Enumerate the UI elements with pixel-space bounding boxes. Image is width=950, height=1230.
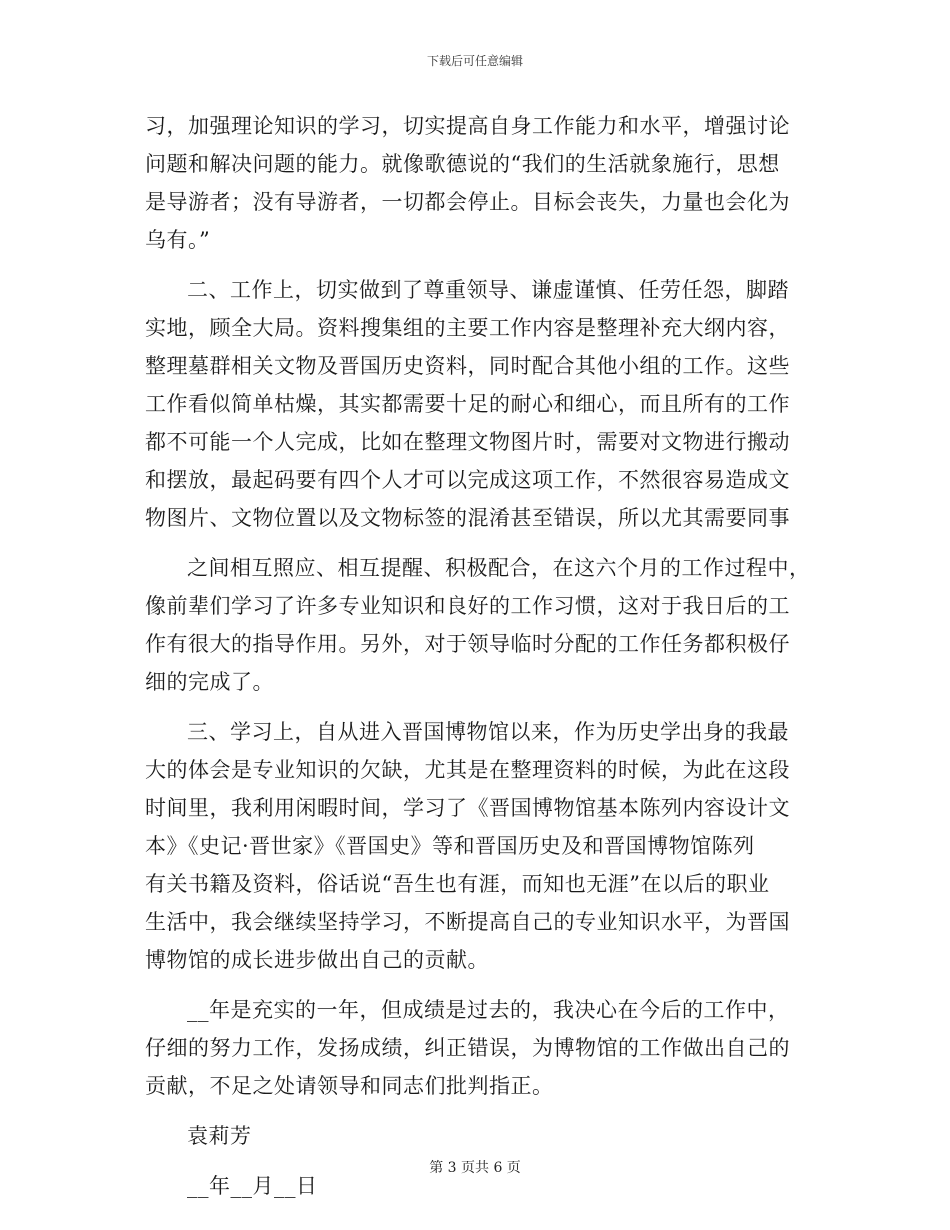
- text-line: 博物馆的成长进步做出自己的贡献。: [145, 948, 489, 972]
- text-line: 生活中，我会继续坚持学习，不断提高自己的专业知识水平，为晋国: [145, 910, 790, 934]
- text-line: 仔细的努力工作，发扬成绩，纠正错误，为博物馆的工作做出自己的: [145, 1036, 790, 1060]
- text-line: 时间里，我利用闲暇时间，学习了《晋国博物馆基本陈列内容设计文: [145, 796, 790, 820]
- text-line: 作有很大的指导作用。另外，对于领导临时分配的工作任务都积极仔: [145, 632, 790, 656]
- text-line: 实地，顾全大局。资料搜集组的主要工作内容是整理补充大纲内容，: [145, 316, 790, 340]
- text-line: 有关书籍及资料，俗话说“吾生也有涯，而知也无涯”在以后的职业: [145, 872, 770, 896]
- paragraph-3: [145, 549, 811, 701]
- text-line: 三、学习上，自从进入晋国博物馆以来，作为历史学出身的我最: [187, 720, 789, 744]
- page-header: 下载后可任意编辑: [426, 54, 523, 68]
- paragraph-2: [145, 271, 805, 537]
- text-line: 乌有。”: [145, 228, 211, 252]
- signature-date: __年__月__日: [187, 1174, 318, 1198]
- text-line: 和摆放，最起码要有四个人才可以完成这项工作，不然很容易造成文: [145, 468, 790, 492]
- paragraph-4: [145, 713, 805, 979]
- paragraph-1: [145, 107, 805, 259]
- text-line: 之间相互照应、相互提醒、积极配合，在这六个月的工作过程中，: [187, 556, 811, 580]
- text-line: __年是充实的一年，但成绩是过去的，我决心在今后的工作中，: [187, 998, 790, 1022]
- text-line: 工作看似简单枯燥，其实都需要十足的耐心和细心，而且所有的工作: [145, 392, 790, 416]
- text-line: 像前辈们学习了许多专业知识和良好的工作习惯，这对于我日后的工: [145, 594, 790, 618]
- text-line: 整理墓群相关文物及晋国历史资料，同时配合其他小组的工作。这些: [145, 354, 790, 378]
- text-line: 细的完成了。: [145, 670, 274, 694]
- text-line: 二、工作上，切实做到了尊重领导、谦虚谨慎、任劳任怨，脚踏: [187, 278, 789, 302]
- text-line: 贡献，不足之处请领导和同志们批判指正。: [145, 1074, 554, 1098]
- text-line: 都不可能一个人完成，比如在整理文物图片时，需要对文物进行搬动: [145, 430, 790, 454]
- signature-name: 袁莉芳: [187, 1124, 252, 1148]
- text-line: 习，加强理论知识的学习，切实提高自身工作能力和水平，增强讨论: [145, 114, 790, 138]
- text-line: 本》《史记·晋世家》《晋国史》等和晋国历史及和晋国博物馆陈列: [145, 834, 755, 858]
- text-line: 大的体会是专业知识的欠缺，尤其是在整理资料的时候，为此在这段: [145, 758, 790, 782]
- paragraph-5: [145, 991, 805, 1105]
- document-body: [145, 107, 811, 1205]
- text-line: 问题和解决问题的能力。就像歌德说的“我们的生活就象施行，思想: [145, 152, 780, 176]
- text-line: 物图片、文物位置以及文物标签的混淆甚至错误，所以尤其需要同事: [145, 506, 790, 530]
- text-line: 是导游者；没有导游者，一切都会停止。目标会丧失，力量也会化为: [145, 190, 790, 214]
- page-footer: 第 3 页共 6 页: [429, 1160, 521, 1176]
